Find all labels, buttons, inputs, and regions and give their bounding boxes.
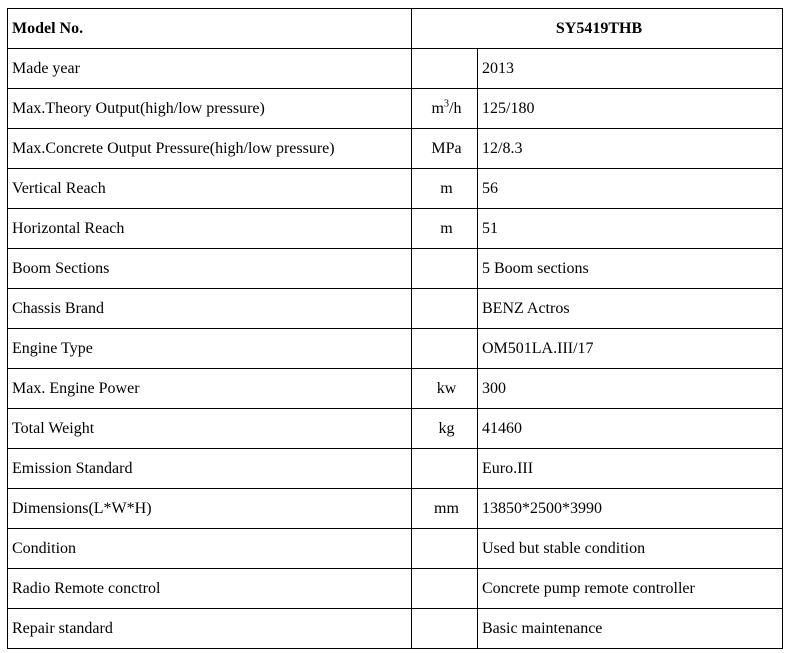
table-row bbox=[8, 369, 783, 409]
row-label: Repair standard bbox=[8, 609, 412, 649]
row-value: 51 bbox=[478, 209, 783, 249]
row-unit bbox=[412, 249, 478, 289]
row-unit bbox=[412, 569, 478, 609]
row-unit bbox=[412, 609, 478, 649]
unit-tail: /h bbox=[449, 99, 462, 117]
model-no-label: Model No. bbox=[8, 9, 412, 49]
unit-superscript: 3 bbox=[444, 98, 449, 110]
row-unit bbox=[412, 529, 478, 569]
row-unit bbox=[412, 289, 478, 329]
row-label: Engine Type bbox=[8, 329, 412, 369]
table-row bbox=[8, 89, 783, 129]
row-unit: MPa bbox=[412, 129, 478, 169]
row-value: Used but stable condition bbox=[478, 529, 783, 569]
row-unit: kg bbox=[412, 409, 478, 449]
row-label: Made year bbox=[8, 49, 412, 89]
row-value: Basic maintenance bbox=[478, 609, 783, 649]
row-value: 125/180 bbox=[478, 89, 783, 129]
row-unit: kw bbox=[412, 369, 478, 409]
table-row bbox=[8, 409, 783, 449]
row-label: Max.Theory Output(high/low pressure) bbox=[8, 89, 412, 129]
table-row bbox=[8, 289, 783, 329]
table-row bbox=[8, 609, 783, 649]
row-value: Euro.III bbox=[478, 449, 783, 489]
table-row bbox=[8, 529, 783, 569]
row-label: Emission Standard bbox=[8, 449, 412, 489]
row-unit bbox=[412, 89, 478, 129]
table-row bbox=[8, 449, 783, 489]
table-row bbox=[8, 49, 783, 89]
row-label: Chassis Brand bbox=[8, 289, 412, 329]
row-value: Concrete pump remote controller bbox=[478, 569, 783, 609]
row-unit: m bbox=[412, 209, 478, 249]
row-value: 56 bbox=[478, 169, 783, 209]
row-value: OM501LA.III/17 bbox=[478, 329, 783, 369]
model-no-value: SY5419THB bbox=[412, 9, 783, 49]
row-value: 41460 bbox=[478, 409, 783, 449]
table-row bbox=[8, 169, 783, 209]
row-value: 13850*2500*3990 bbox=[478, 489, 783, 529]
row-label: Vertical Reach bbox=[8, 169, 412, 209]
row-unit: m bbox=[412, 169, 478, 209]
table-row bbox=[8, 569, 783, 609]
row-value: 300 bbox=[478, 369, 783, 409]
row-value: BENZ Actros bbox=[478, 289, 783, 329]
row-label: Boom Sections bbox=[8, 249, 412, 289]
row-unit bbox=[412, 329, 478, 369]
table-row bbox=[8, 249, 783, 289]
header-row bbox=[8, 9, 783, 49]
table-row bbox=[8, 489, 783, 529]
row-label: Horizontal Reach bbox=[8, 209, 412, 249]
row-unit bbox=[412, 449, 478, 489]
row-value: 5 Boom sections bbox=[478, 249, 783, 289]
row-value: 2013 bbox=[478, 49, 783, 89]
row-label: Radio Remote conctrol bbox=[8, 569, 412, 609]
row-label: Dimensions(L*W*H) bbox=[8, 489, 412, 529]
row-label: Max. Engine Power bbox=[8, 369, 412, 409]
table-row bbox=[8, 129, 783, 169]
spec-table bbox=[7, 8, 783, 649]
table-row bbox=[8, 209, 783, 249]
row-unit: mm bbox=[412, 489, 478, 529]
row-unit bbox=[412, 49, 478, 89]
row-label: Condition bbox=[8, 529, 412, 569]
table-row bbox=[8, 329, 783, 369]
row-label: Total Weight bbox=[8, 409, 412, 449]
row-value: 12/8.3 bbox=[478, 129, 783, 169]
row-label: Max.Concrete Output Pressure(high/low pressure) bbox=[8, 129, 412, 169]
unit-base: m bbox=[431, 99, 444, 117]
